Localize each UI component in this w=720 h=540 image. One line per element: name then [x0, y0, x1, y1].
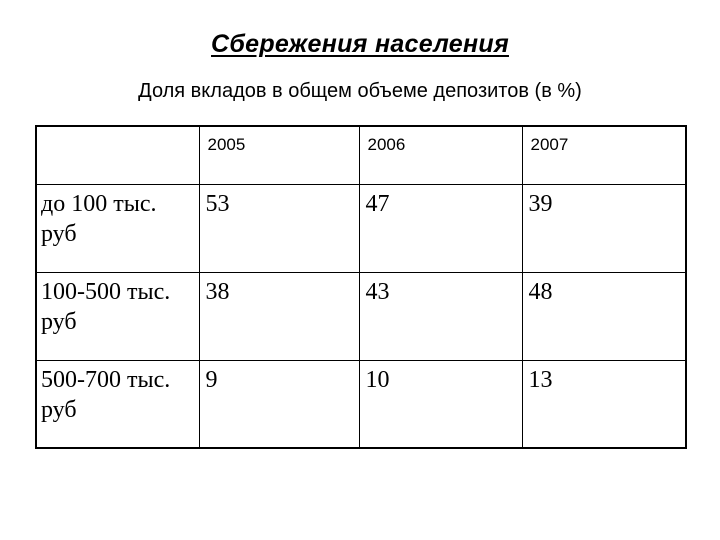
- table-cell: 9: [199, 360, 359, 448]
- table-cell: 38: [199, 272, 359, 360]
- corner-cell: [36, 126, 199, 184]
- table-cell: 39: [522, 184, 686, 272]
- table-cell: 13: [522, 360, 686, 448]
- row-label: 100-500 тыс. руб: [36, 272, 199, 360]
- table-row: [36, 272, 686, 360]
- deposits-table: [35, 125, 687, 449]
- table-cell: 47: [359, 184, 522, 272]
- row-label: до 100 тыс. руб: [36, 184, 199, 272]
- table-row: [36, 184, 686, 272]
- slide-subtitle: Доля вкладов в общем объеме депозитов (в %): [138, 80, 582, 102]
- column-header-2007: 2007: [522, 126, 686, 184]
- row-label: 500-700 тыс. руб: [36, 360, 199, 448]
- table-row: [36, 360, 686, 448]
- table-cell: 53: [199, 184, 359, 272]
- slide-title: Сбережения населения: [211, 30, 509, 58]
- header-row: [36, 126, 686, 184]
- column-header-2006: 2006: [359, 126, 522, 184]
- column-header-2005: 2005: [199, 126, 359, 184]
- table-cell: 10: [359, 360, 522, 448]
- table-header: [36, 126, 686, 184]
- table-body: [36, 184, 686, 448]
- table-cell: 48: [522, 272, 686, 360]
- table-cell: 43: [359, 272, 522, 360]
